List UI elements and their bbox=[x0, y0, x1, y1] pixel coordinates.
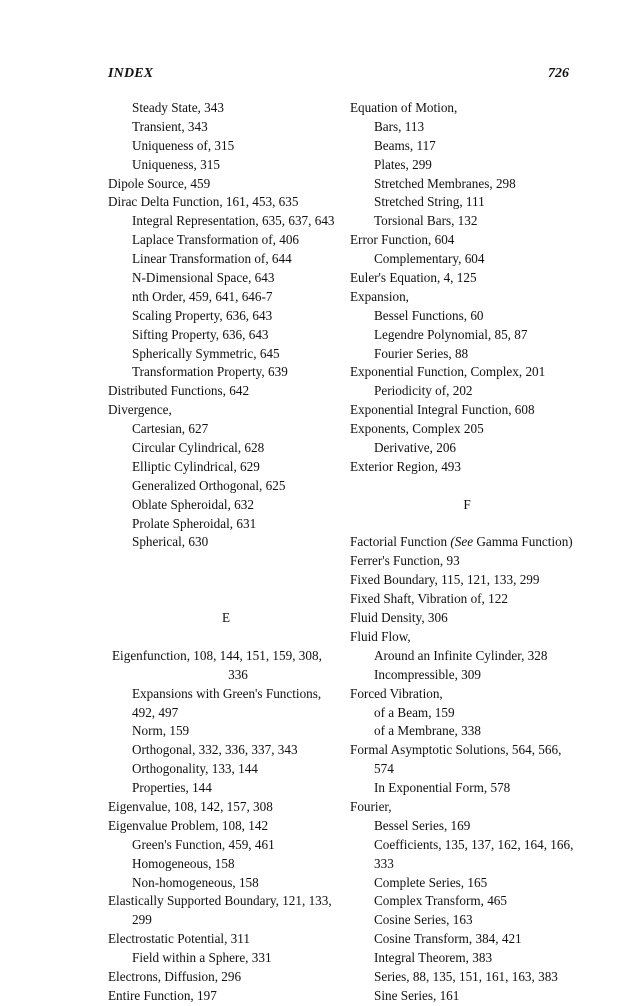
index-subentry: Periodicity of, 202 bbox=[374, 383, 473, 399]
index-subentry: Complex Transform, 465 bbox=[374, 893, 507, 909]
index-subentry: Legendre Polynomial, 85, 87 bbox=[374, 326, 528, 342]
index-entry: Error Function, 604 bbox=[350, 232, 455, 248]
index-subentry: 333 bbox=[374, 855, 394, 871]
index-subentry: Circular Cylindrical, 628 bbox=[132, 440, 265, 456]
index-subentry: Oblate Spheroidal, 632 bbox=[132, 496, 254, 512]
spacer bbox=[350, 477, 584, 496]
index-subentry: Torsional Bars, 132 bbox=[374, 213, 478, 229]
see-reference: (See bbox=[450, 534, 474, 550]
index-entry bbox=[350, 533, 584, 552]
index-subentry: 574 bbox=[374, 761, 394, 777]
index-subentry: Integral Representation, 635, 637, 643 bbox=[132, 213, 335, 229]
index-entry: Exterior Region, 493 bbox=[350, 458, 461, 474]
index-subentry: Steady State, 343 bbox=[132, 100, 224, 115]
index-entry: Euler's Equation, 4, 125 bbox=[350, 270, 477, 286]
index-subentry: Green's Function, 459, 461 bbox=[132, 836, 275, 852]
index-entry: Fixed Boundary, 115, 121, 133, 299 bbox=[350, 572, 540, 588]
index-subentry: Series, 88, 135, 151, 161, 163, 383 bbox=[374, 968, 558, 984]
index-subentry: Spherical, 630 bbox=[132, 534, 209, 550]
index-subentry: Beams, 117 bbox=[374, 137, 436, 153]
index-subentry: Orthogonal, 332, 336, 337, 343 bbox=[132, 742, 298, 758]
index-subentry: Sifting Property, 636, 643 bbox=[132, 326, 269, 342]
index-subentry: Stretched Membranes, 298 bbox=[374, 175, 516, 191]
index-entry: Expansion, bbox=[350, 288, 409, 304]
index-subentry: of a Membrane, 338 bbox=[374, 723, 481, 739]
index-subentry: Fourier Series, 88 bbox=[374, 345, 469, 361]
index-entry: Exponential Function, Complex, 201 bbox=[350, 364, 546, 380]
index-subentry: Field within a Sphere, 331 bbox=[132, 950, 272, 966]
index-subentry: Scaling Property, 636, 643 bbox=[132, 307, 273, 323]
index-subentry: Uniqueness, 315 bbox=[132, 156, 220, 172]
index-entry: Eigenfunction, 108, 144, 151, 159, 308, bbox=[112, 647, 322, 663]
index-subentry: Cosine Series, 163 bbox=[374, 912, 473, 928]
index-subentry: Laplace Transformation of, 406 bbox=[132, 232, 300, 248]
index-subentry: N-Dimensional Space, 643 bbox=[132, 270, 275, 286]
index-subentry: Integral Theorem, 383 bbox=[374, 950, 493, 966]
index-entry: Entire Function, 197 bbox=[108, 987, 217, 1003]
index-subentry: Norm, 159 bbox=[132, 723, 190, 739]
index-entry: Exponents, Complex 205 bbox=[350, 421, 484, 437]
index-subentry: nth Order, 459, 641, 646-7 bbox=[132, 288, 273, 304]
index-subentry: 336 bbox=[228, 666, 248, 682]
index-subentry: Complete Series, 165 bbox=[374, 874, 488, 890]
index-entry: Ferrer's Function, 93 bbox=[350, 553, 460, 569]
index-entry: Eigenvalue Problem, 108, 142 bbox=[108, 817, 269, 833]
index-subentry: 492, 497 bbox=[132, 704, 179, 720]
spacer bbox=[350, 515, 584, 534]
index-subentry: Spherically Symmetric, 645 bbox=[132, 345, 280, 361]
index-subentry: Bessel Series, 169 bbox=[374, 817, 471, 833]
entry-text: Gamma Function) bbox=[473, 534, 573, 550]
index-subentry: Incompressible, 309 bbox=[374, 666, 481, 682]
index-subentry: 299 bbox=[132, 912, 152, 928]
entry-text: Factorial Function bbox=[350, 534, 451, 550]
spacer bbox=[108, 552, 344, 609]
index-subentry: Non-homogeneous, 158 bbox=[132, 874, 259, 890]
index-entry: Eigenvalue, 108, 142, 157, 308 bbox=[108, 798, 273, 814]
index-subentry: Expansions with Green's Functions, bbox=[132, 685, 322, 701]
index-subentry: Cartesian, 627 bbox=[132, 421, 209, 437]
index-subentry: Elliptic Cylindrical, 629 bbox=[132, 458, 260, 474]
index-entry: Fixed Shaft, Vibration of, 122 bbox=[350, 591, 508, 607]
index-subentry: Complementary, 604 bbox=[374, 251, 485, 267]
index-entry: Fourier, bbox=[350, 798, 392, 814]
section-letter-heading: E bbox=[221, 610, 231, 626]
spacer bbox=[108, 628, 344, 647]
index-subentry: Homogeneous, 158 bbox=[132, 855, 235, 871]
index-entry: Dirac Delta Function, 161, 453, 635 bbox=[108, 194, 299, 210]
index-subentry: Linear Transformation of, 644 bbox=[132, 251, 292, 267]
index-subentry: Generalized Orthogonal, 625 bbox=[132, 477, 286, 493]
index-subentry: Coefficients, 135, 137, 162, 164, 166, bbox=[374, 836, 574, 852]
index-subentry: Cosine Transform, 384, 421 bbox=[374, 931, 522, 947]
index-subentry: Transient, 343 bbox=[132, 118, 208, 134]
index-subentry: Uniqueness of, 315 bbox=[132, 137, 235, 153]
index-entry: Divergence, bbox=[108, 402, 172, 418]
index-subentry: Prolate Spheroidal, 631 bbox=[132, 515, 257, 531]
index-subentry: Plates, 299 bbox=[374, 156, 432, 172]
index-entry: Fluid Flow, bbox=[350, 628, 411, 644]
index-subentry: Stretched String, 111 bbox=[374, 194, 485, 210]
index-entry: Electrons, Diffusion, 296 bbox=[108, 968, 242, 984]
section-letter-heading: F bbox=[463, 496, 471, 512]
index-subentry: Bessel Functions, 60 bbox=[374, 307, 484, 323]
index-entry: Distributed Functions, 642 bbox=[108, 383, 250, 399]
index-entry: Fluid Density, 306 bbox=[350, 610, 448, 626]
index-entry: Equation of Motion, bbox=[350, 100, 458, 115]
page-number: 726 bbox=[548, 66, 569, 81]
index-subentry: Derivative, 206 bbox=[374, 440, 457, 456]
running-header-title: INDEX bbox=[108, 66, 154, 81]
index-subentry: of a Beam, 159 bbox=[374, 704, 455, 720]
index-entry: Electrostatic Potential, 311 bbox=[108, 931, 250, 947]
index-subentry: In Exponential Form, 578 bbox=[374, 780, 511, 796]
index-subentry: Around an Infinite Cylinder, 328 bbox=[374, 647, 548, 663]
index-subentry: Bars, 113 bbox=[374, 118, 425, 134]
index-entry: Elastically Supported Boundary, 121, 133, bbox=[108, 893, 332, 909]
index-entry: Formal Asymptotic Solutions, 564, 566, bbox=[350, 742, 562, 758]
index-entry: Exponential Integral Function, 608 bbox=[350, 402, 535, 418]
index-subentry: Orthogonality, 133, 144 bbox=[132, 761, 258, 777]
index-subentry: Sine Series, 161 bbox=[374, 987, 460, 1003]
index-subentry: Transformation Property, 639 bbox=[132, 364, 288, 380]
index-column-right bbox=[350, 99, 584, 1006]
index-subentry: Properties, 144 bbox=[132, 780, 212, 796]
index-column-left bbox=[108, 99, 344, 1006]
index-entry: Dipole Source, 459 bbox=[108, 175, 211, 191]
index-entry: Forced Vibration, bbox=[350, 685, 443, 701]
